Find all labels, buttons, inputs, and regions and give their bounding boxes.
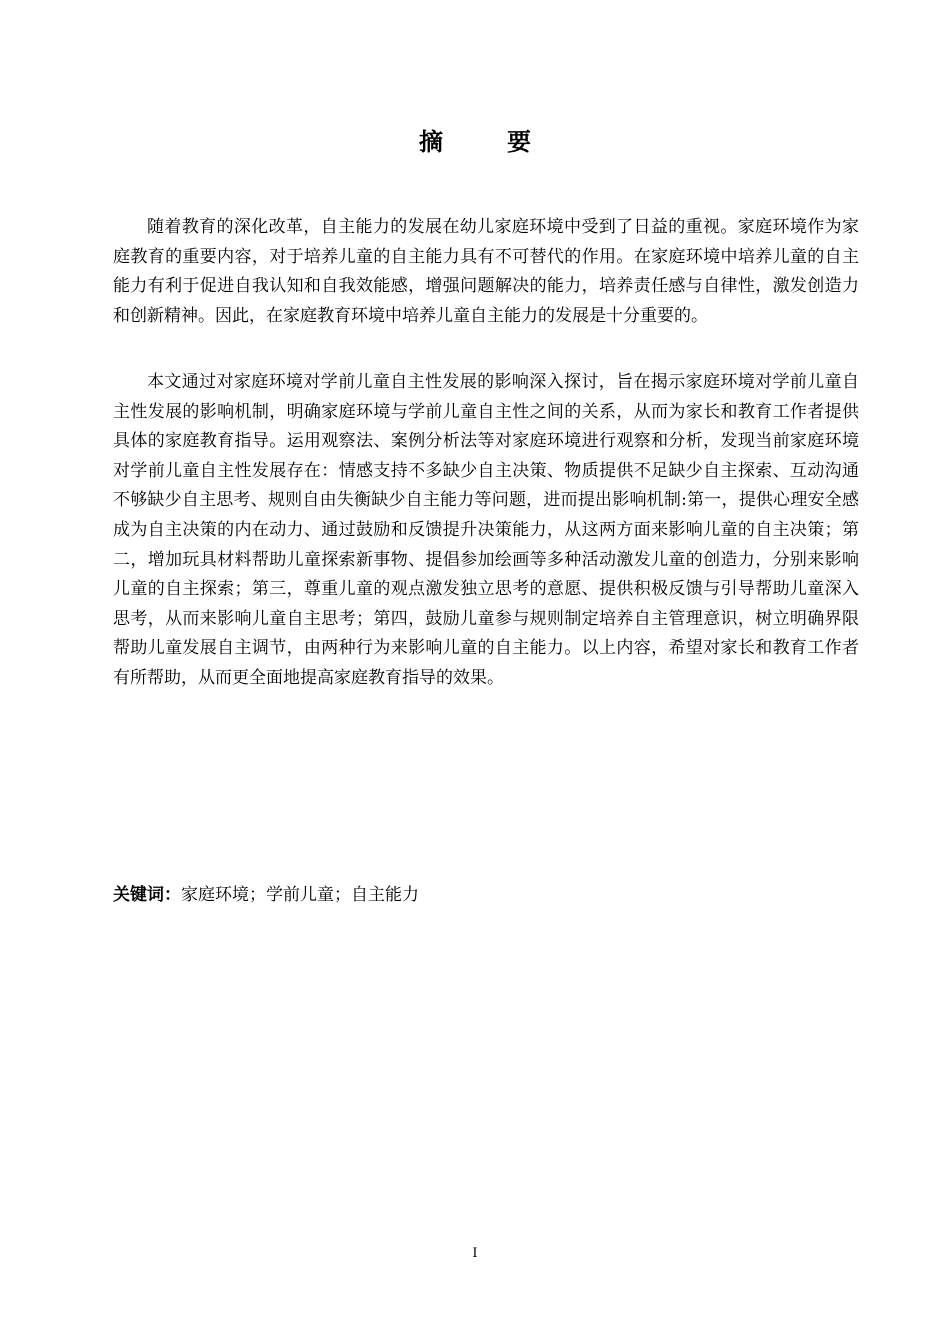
page-title: 摘 要 bbox=[419, 127, 551, 156]
abstract-paragraph-2: 本文通过对家庭环境对学前儿童自主性发展的影响深入探讨，旨在揭示家庭环境对学前儿童自主性发展的影响机制，明确家庭环境与学前儿童自主性之间的关系，从而为家长和教育工作者提供具体的家庭教育指导。运用观察法、案例分析法等对家庭环境进行观察和分析，发现当前家庭环境对学前儿童自主性发展存在：情感支持不多缺少自主决策、物质提供不足缺少自主探索、互动沟通不够缺少自主思考、规则自由失衡缺少自主能力等问题，进而提出影响机制:第一，提供心理安全感成为自主决策的内在动力、通过鼓励和反馈提升决策能力，从这两方面来影响儿童的自主决策；第二，增加玩具材料帮助儿童探索新事物、提倡参加绘画等多种活动激发儿童的创造力，分别来影响儿童的自主探索；第三，尊重儿童的观点激发独立思考的意愿、提供积极反馈与引导帮助儿童深入思考，从而来影响儿童自主思考；第四，鼓励儿童参与规则制定培养自主管理意识，树立明确界限帮助儿童发展自主调节，由两种行为来影响儿童的自主能力。以上内容，希望对家长和教育工作者有所帮助，从而更全面地提高家庭教育指导的效果。 bbox=[113, 372, 859, 688]
keywords-label: 关键词： bbox=[113, 885, 181, 905]
keywords-value: 家庭环境；学前儿童；自主能力 bbox=[181, 885, 419, 905]
page-number: I bbox=[472, 1246, 478, 1261]
keywords-line bbox=[113, 881, 419, 910]
abstract-paragraph-1: 随着教育的深化改革，自主能力的发展在幼儿家庭环境中受到了日益的重视。家庭环境作为家庭教育的重要内容，对于培养儿童的自主能力具有不可替代的作用。在家庭环境中培养儿童的自主能力有利于促进自我认知和自我效能感，增强问题解决的能力，培养责任感与自律性，激发创造力和创新精神。因此，在家庭教育环境中培养儿童自主能力的发展是十分重要的。 bbox=[113, 217, 859, 326]
